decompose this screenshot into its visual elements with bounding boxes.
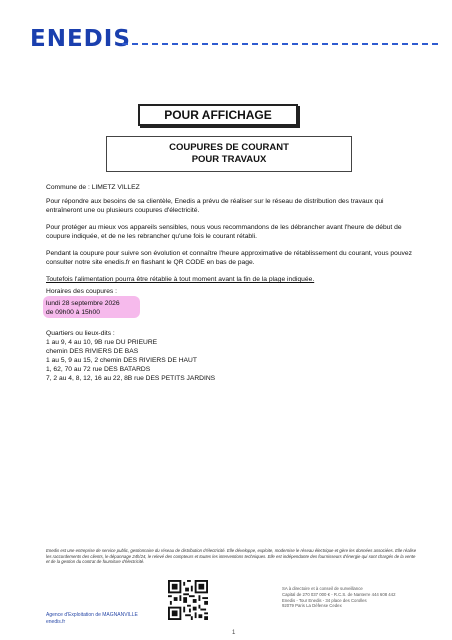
legal-line: 92079 Paris La Défense Cedex [282, 603, 342, 609]
commune: Commune de : LIMETZ VILLEZ [46, 184, 140, 191]
address-item: 1 au 9, 4 au 10, 9B rue DU PRIEURE [46, 339, 158, 346]
warning-text: Toutefois l'alimentation pourra être rétablie à tout moment avant la fin de la plage indiquée. [46, 276, 315, 283]
horaires-label: Horaires des coupures : [46, 288, 117, 295]
paragraph-intro: Pour répondre aux besoins de sa clientèle, Enedis a prévu de réaliser sur le réseau de distribution des travaux qui entraîneront une ou plusieurs coupures d'électricité. [46, 198, 384, 214]
schedule-time: de 09h00 à 15h00 [46, 309, 100, 316]
pour-affichage-box [138, 104, 298, 126]
header-dashed-line [122, 43, 438, 45]
title-line-2: POUR TRAVAUX [191, 154, 267, 165]
legal-line: Enedis - Tour Enedis - 34 place des Corolles [282, 597, 367, 603]
footer-note: Enedis est une entreprise de service public, gestionnaire du réseau de distribution d'électricité. Elle développe, exploite, modernise le réseau électrique et gère les données associées. Elle réalise les raccordements des clients, le dépannage 24h/24, le relevé des compteurs et toutes les interventions techniques. Elle est indépendante des fournisseurs d'énergie qui sont chargés de la vente et de la gestion du contrat de fourniture d'électricité. [46, 548, 417, 565]
address-item: 1, 62, 70 au 72 rue DES BATARDS [46, 366, 151, 373]
legal-line: Capital de 270 037 000 € - R.C.S. de Nanterre 444 608 442 [282, 591, 396, 597]
address-item: chemin DES RIVIERS DE BAS [46, 348, 139, 355]
agency-block [46, 612, 138, 626]
page-number: 1 [232, 630, 236, 636]
paragraph-follow: Pendant la coupure pour suivre son évolution et connaître l'heure approximative de rétablissement du courant, vous pouvez consulter notre site enedis.fr en flashant le QR CODE en bas de page. [46, 250, 412, 266]
legal-block [282, 586, 395, 609]
quartiers-label: Quartiers ou lieux-dits : [46, 330, 115, 337]
paragraph-protect: Pour protéger au mieux vos appareils sensibles, nous vous recommandons de les débrancher avant l'heure de début de coupure indiquée, et de ne les rebrancher qu'une fois le courant rétabli. [46, 224, 402, 240]
pour-affichage-label: POUR AFFICHAGE [164, 108, 272, 122]
enedis-logo: ENEDIS [30, 26, 131, 52]
address-item: 1 au 5, 9 au 15, 2 chemin DES RIVIERS DE HAUT [46, 357, 197, 364]
address-item: 7, 2 au 4, 8, 12, 16 au 22, 8B rue DES PETITS JARDINS [46, 375, 216, 382]
agency-name: Agence d'Exploitation de MAGNANVILLE [46, 612, 138, 618]
agency-site-link[interactable]: enedis.fr [46, 619, 66, 625]
title-line-1: COUPURES DE COURANT [169, 142, 289, 153]
legal-line: SA à directoire et à conseil de surveillance [282, 586, 363, 591]
title-box [106, 136, 352, 172]
schedule-date: lundi 28 septembre 2026 [46, 300, 120, 307]
qr-code-icon[interactable] [168, 580, 208, 620]
